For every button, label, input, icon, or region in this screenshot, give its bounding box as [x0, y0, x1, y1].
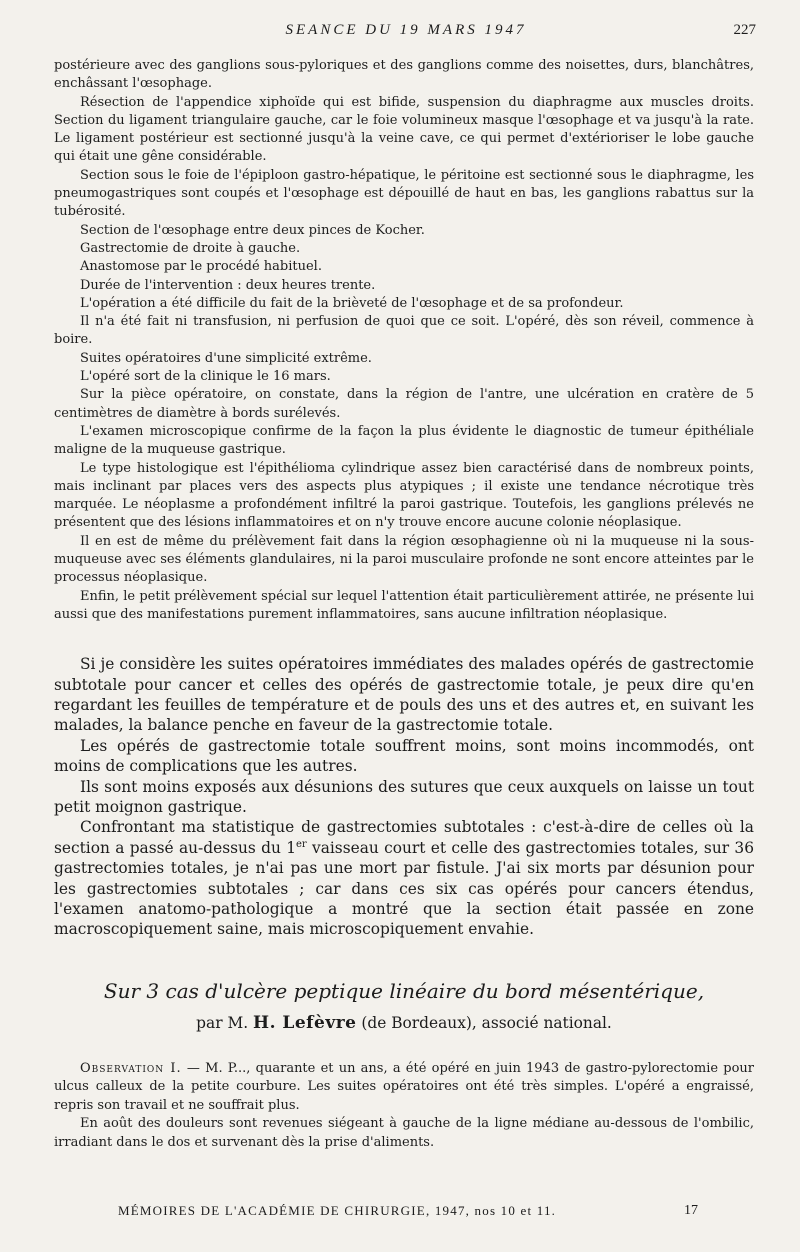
byline-prefix: par M.: [196, 1013, 249, 1032]
page-number: 227: [733, 22, 756, 38]
signature-mark: 17: [684, 1203, 698, 1218]
case-report-section: [54, 57, 754, 624]
article-title: Sur 3 cas d'ulcère peptique linéaire du bord mésentérique,: [103, 978, 705, 1003]
paragraph: Le type histologique est l'épithélioma cylindrique assez bien caractérisé dans de nombreux points, mais inclinant par places vers des aspects plus atypiques ; il existe une tendance nécrotique très marquée. Le néoplasme a profondément infiltré la paroi gastrique. Toutefois, les ganglions prélevés ne présentent que des lésions inflammatoires et on n'y trouve encore aucune colonie néoplasique.: [54, 460, 754, 531]
paragraph-statistics: [54, 817, 754, 939]
paragraph: [54, 1060, 754, 1116]
text-span: vaisseau court et celle des gastrectomies totales, sur 36 gastrectomies totales, je n'ai pas une mort par fistule. J'ai six morts par désunion pour les gastrectomies subtotales ; car dans ces six cas opérés pour cancers étendus, l'examen anatomo-pathologique a montré que la section était passée en zone macroscopiquement saine, mais microscopiquement envahie.: [54, 838, 754, 939]
paragraph: L'opération a été difficile du fait de la brièveté de l'œsophage et de sa profondeur.: [80, 295, 624, 311]
paragraph: Gastrectomie de droite à gauche.: [80, 240, 301, 256]
paragraph: Il n'a été fait ni transfusion, ni perfusion de quoi que ce soit. L'opéré, dès son réveil, commence à boire.: [54, 314, 754, 348]
paragraph: Si je considère les suites opératoires immédiates des malades opérés de gastrectomie subtotale pour cancer et celles des opérés de gastrectomie totale, je peux dire qu'en regardant les feuilles de température et de pouls des uns et des autres et, en suivant les malades, la balance penche en faveur de la gastrectomie totale.: [54, 655, 754, 735]
byline: [54, 1012, 754, 1034]
paragraph: En août des douleurs sont revenues siégeant à gauche de la ligne médiane au-dessous de l'ombilic, irradiant dans le dos et survenant dès la prise d'aliments.: [54, 1116, 754, 1150]
paragraph: Anastomose par le procédé habituel.: [80, 259, 322, 275]
paragraph: Ils sont moins exposés aux désunions des sutures que ceux auxquels on laisse un tout petit moignon gastrique.: [54, 777, 754, 817]
paragraph: L'opéré sort de la clinique le 16 mars.: [80, 369, 331, 385]
text-span: Confrontant ma statistique de gastrectomies subtotales : c'est-à-dire de celles où la section a passé au-dessus du 1: [54, 818, 754, 857]
paragraph: postérieure avec des ganglions sous-pyloriques et des ganglions comme des noisettes, durs, blanchâtres, enchâssant l'œsophage.: [54, 58, 754, 92]
paragraph: Durée de l'intervention : deux heures trente.: [80, 277, 376, 293]
text-span: — M. P..., quarante et un ans, a été opéré en juin 1943 de gastro-pylorectomie pour ulcus calleux de la petite courbure. Les suites opératoires ont été très simples. L'opéré a engraissé, repris son travail et ne souffrait plus.: [54, 1060, 755, 1113]
paragraph: Suites opératoires d'une simplicité extrême.: [80, 350, 372, 366]
journal-reference: MÉMOIRES DE L'ACADÉMIE DE CHIRURGIE, 1947, nos 10 et 11.: [118, 1203, 557, 1218]
paragraph: Enfin, le petit prélèvement spécial sur lequel l'attention était particulièrement attirée, ne présente lui aussi que des manifestations purement inflammatoires, sans aucune infiltration néoplasique.: [54, 588, 754, 622]
paragraph: Il en est de même du prélèvement fait dans la région œsophagienne où ni la muqueuse ni la sous-muqueuse avec ses éléments glandulaires, ni la paroi musculaire profonde ne sont encore atteintes par le processus néoplasique.: [54, 533, 754, 586]
byline-affiliation: (de Bordeaux), associé national.: [361, 1013, 612, 1032]
session-title: SEANCE DU 19 MARS 1947: [285, 22, 527, 38]
observation-section: [54, 1060, 754, 1153]
paragraph: Sur la pièce opératoire, on constate, dans la région de l'antre, une ulcération en cratère de 5 centimètres de diamètre à bords surélevés.: [54, 387, 754, 421]
discussion-section: [54, 654, 754, 940]
superscript: er: [295, 838, 307, 850]
paragraph: Les opérés de gastrectomie totale souffrent moins, sont moins incommodés, ont moins de complications que les autres.: [54, 736, 754, 776]
observation-label: Observation I.: [80, 1060, 182, 1076]
paragraph: L'examen microscopique confirme de la façon la plus évidente le diagnostic de tumeur épithéliale maligne de la muqueuse gastrique.: [54, 423, 754, 458]
paragraph: Résection de l'appendice xiphoïde qui est bifide, suspension du diaphragme aux muscles droits. Section du ligament triangulaire gauche, car le foie volumineux masque l'œsophage et va jusqu'à la rate. Le ligament postérieur est sectionné jusqu'à la veine cave, ce qui permet d'extérioriser le lobe gauche qui était une gêne considérable.: [54, 94, 754, 165]
paragraph: Section sous le foie de l'épiploon gastro-hépatique, le péritoine est sectionné sous le diaphragme, les pneumogastriques sont coupés et l'œsophage est dépouillé de haut en bas, les ganglions rabattus sur la tubérosité.: [54, 167, 754, 220]
page-content: [54, 57, 754, 1152]
page-footer: [118, 1203, 698, 1225]
paragraph: Section de l'œsophage entre deux pinces de Kocher.: [80, 222, 425, 238]
running-head: [56, 22, 756, 42]
author-name: H. Lefèvre: [253, 1012, 357, 1033]
